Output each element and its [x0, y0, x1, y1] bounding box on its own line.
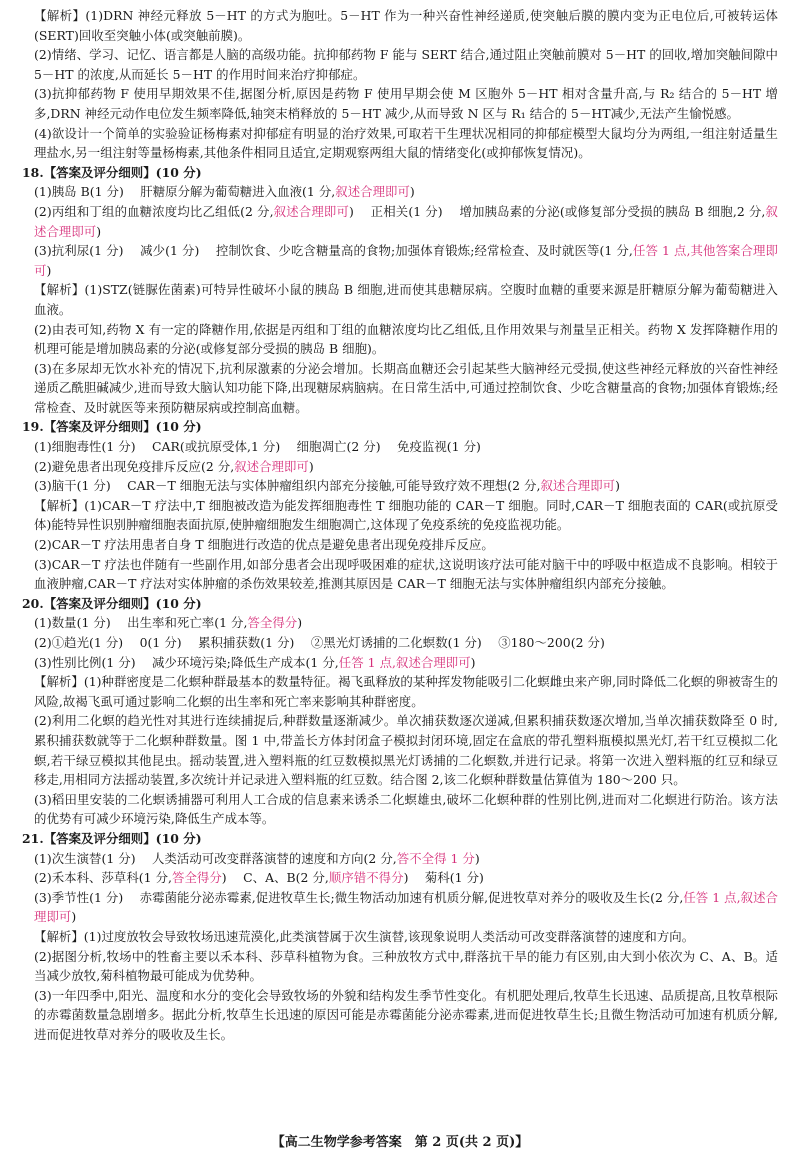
q21-answer-1: (1)次生演替(1 分) 人类活动可改变群落演替的速度和方向(2 分,答不全得 1 分) [34, 850, 480, 866]
answer-page [22, 6, 778, 1044]
q20-answer-2: (2)①趋光(1 分) 0(1 分) 累积捕获数(1 分) ②黑光灯诱捕的二化螟数(1 分) ③180～200(2 分) [34, 635, 605, 650]
q20-heading: 20.【答案及评分细则】(10 分) [22, 595, 202, 611]
q17-explanation-2: (2)情绪、学习、记忆、语言都是人脑的高级功能。抗抑郁药物 F 能与 SERT 结合,通过阻止突触前膜对 5－HT 的回收,增加突触间隙中 5－HT 的浓度,从而延长 5－HT 的作用时间来治疗抑郁症。 [34, 47, 778, 82]
q19-explanation-1: 【解析】(1)CAR－T 疗法中,T 细胞被改造为能发挥细胞毒性 T 细胞功能的 CAR－T 细胞。同时,CAR－T 细胞表面的 CAR(或抗原受体)能特异性识别肿瘤细胞表面抗原,使肿瘤细胞发生细胞凋亡,这体现了免疫系统的免疫监视功能。 [34, 497, 778, 533]
q21-explanation-3: (3)一年四季中,阳光、温度和水分的变化会导致牧场的外貌和结构发生季节性变化。有机肥处理后,牧草生长迅速、品质提高,且牧草根际的赤霉菌数量急剧增多。据此分析,牧草生长迅速的原因可能是赤霉菌能分泌赤霉素,进而促进牧草生长;且微生物活动可加速有机质分解,进而促进牧草对养分的吸收及生长。 [34, 987, 779, 1042]
q19-answer-3: (3)脑干(1 分) CAR－T 细胞无法与实体肿瘤组织内部充分接触,可能导致疗效不理想(2 分,叙述合理即可) [34, 478, 621, 494]
q18-answer-2: (2)丙组和丁组的血糖浓度均比乙组低(2 分,叙述合理即可) 正相关(1 分) 增加胰岛素的分泌(或修复部分受损的胰岛 B 细胞,2 分,叙述合理即可) [34, 203, 778, 239]
page-footer: 【高二生物学参考答案 第 2 页(共 2 页)】 [271, 1135, 529, 1150]
q21-explanation-2: (2)据图分析,牧场中的牲畜主要以禾本科、莎草科植物为食。三种放牧方式中,群落抗干旱的能力有区别,由大到小依次为 C、A、B。适当减少放牧,菊科植物最可能成为优势种。 [34, 948, 778, 984]
q18-note-1: 叙述合理即可 [335, 184, 410, 200]
q18-answer-3: (3)抗利尿(1 分) 减少(1 分) 控制饮食、少吃含糖量高的食物;加强体育锻炼;经常检查、及时就医等(1 分,任答 1 点,其他答案合理即可) [34, 243, 778, 278]
q19-explanation-2: (2)CAR－T 疗法用患者自身 T 细胞进行改造的优点是避免患者出现免疫排斥反应。 [34, 537, 494, 553]
q21-heading: 21.【答案及评分细则】(10 分) [22, 830, 202, 846]
q21-answer-2: (2)禾本科、莎草科(1 分,答全得分) C、A、B(2 分,顺序错不得分) 菊科(1 分) [34, 870, 484, 886]
q18-explanation-2: (2)由表可知,药物 X 有一定的降糖作用,依据是丙组和丁组的血糖浓度均比乙组低,且作用效果与剂量呈正相关。药物 X 发挥降糖作用的机理可能是增加胰岛素的分泌(或修复部分受损的胰岛 B 细胞)。 [34, 321, 778, 357]
q19-answer-2: (2)避免患者出现免疫排斥反应(2 分,叙述合理即可) [34, 458, 314, 474]
q20-answer-3: (3)性别比例(1 分) 减少环境污染;降低生产成本(1 分,任答 1 点,叙述合理即可) [34, 654, 476, 670]
q20-explanation-2: (2)利用二化螟的趋光性对其进行连续捕捉后,种群数量逐渐减少。单次捕获数逐次递减,但累积捕获数逐次增加,当单次捕获数降至 0 时,累积捕获数就等于二化螟种群数量。图 1 中,带盖长方体封闭盒子模拟封闭环境,固定在盒底的带孔塑料瓶模拟黑光灯,若干红豆模拟二化螟,若干绿豆模拟其他昆虫。摇动装置,进入塑料瓶的红豆数模拟黑光灯诱捕的二化螟数,并进行记录。将第一次进入塑料瓶的红豆和绿豆移走,用相同方法摇动装置,多次统计并记录进入塑料瓶的红豆数。结合图 2,该二化螟种群数量估算值为 180～200 只。 [34, 713, 778, 788]
q19-answer-1: (1)细胞毒性(1 分) CAR(或抗原受体,1 分) 细胞凋亡(2 分) 免疫监视(1 分) [34, 439, 481, 455]
q21-explanation-1: 【解析】(1)过度放牧会导致牧场迅速荒漠化,此类演替属于次生演替,该现象说明人类活动可改变群落演替的速度和方向。 [34, 928, 695, 944]
q17-explanation-4: (4)欲设计一个简单的实验验证杨梅素对抑郁症有明显的治疗效果,可取若干生理状况相同的抑郁症模型大鼠均分为两组,一组注射适量生理盐水,另一组注射等量杨梅素,其他条件相同且适宜,定期观察两组大鼠的情绪变化(或抑郁恢复情况)。 [34, 125, 778, 161]
q18-heading: 18.【答案及评分细则】(10 分) [22, 164, 202, 180]
q17-explanation-1: 【解析】(1)DRN 神经元释放 5－HT 的方式为胞吐。5－HT 作为一种兴奋性神经递质,使突触后膜的膜内变为正电位后,可被转运体(SERT)回收至突触小体(或突触前膜)。 [34, 8, 778, 43]
q20-answer-1: (1)数量(1 分) 出生率和死亡率(1 分,答全得分) [34, 615, 303, 631]
q19-explanation-3: (3)CAR－T 疗法也伴随有一些副作用,如部分患者会出现呼吸困难的症状,这说明该疗法可能对脑干中的呼吸中枢造成不良影响。相较于血液肿瘤,CAR－T 疗法对实体肿瘤的杀伤效果较差,推测其原因是 CAR－T 细胞无法与实体肿瘤组织内部充分接触。 [34, 556, 778, 592]
q18-explanation-1: 【解析】(1)STZ(链脲佐菌素)可特异性破坏小鼠的胰岛 B 细胞,进而使其患糖尿病。空腹时血糖的重要来源是肝糖原分解为葡萄糖进入血液。 [34, 282, 778, 317]
q18-answer-1: (1)胰岛 B(1 分) 肝糖原分解为葡萄糖进入血液(1 分,叙述合理即可) [34, 184, 415, 200]
q20-explanation-1: 【解析】(1)种群密度是二化螟种群最基本的数量特征。褐飞虱释放的某种挥发物能吸引二化螟雌虫来产卵,同时降低二化螟的卵被寄生的风险,故褐飞虱可通过影响二化螟的出生率和死亡率来影响其种群密度。 [34, 674, 778, 709]
q20-explanation-3: (3)稻田里安装的二化螟诱捕器可利用人工合成的信息素来诱杀二化螟雄虫,破坏二化螟种群的性别比例,进而对二化螟进行防治。该方法的优势有可减少环境污染,降低生产成本等。 [34, 791, 778, 827]
q18-explanation-3: (3)在多尿却无饮水补充的情况下,抗利尿激素的分泌会增加。长期高血糖还会引起某些大脑神经元受损,使这些神经元释放的兴奋性神经递质乙酰胆碱减少,进而导致大脑认知功能下降,出现糖尿病脑病。在日常生活中,可通过控制饮食、少吃含糖量高的食物;加强体育锻炼;经常检查、及时就医等来预防糖尿病或控制高血糖。 [34, 360, 778, 415]
q21-answer-3: (3)季节性(1 分) 赤霉菌能分泌赤霉素,促进牧草生长;微生物活动加速有机质分解,促进牧草对养分的吸收及生长(2 分,任答 1 点,叙述合理即可) [34, 889, 778, 925]
q17-explanation-3: (3)抗抑郁药物 F 使用早期效果不佳,据图分析,原因是药物 F 使用早期会使 M 区胞外 5－HT 相对含量升高,与 R₂ 结合的 5－HT 增多,DRN 神经元动作电位发生频率降低,轴突末梢释放的 5－HT 减少,从而导致 N 区与 R₁ 结合的 5－HT减少,无法产生愉悦感。 [34, 86, 778, 121]
q19-heading: 19.【答案及评分细则】(10 分) [22, 419, 202, 435]
